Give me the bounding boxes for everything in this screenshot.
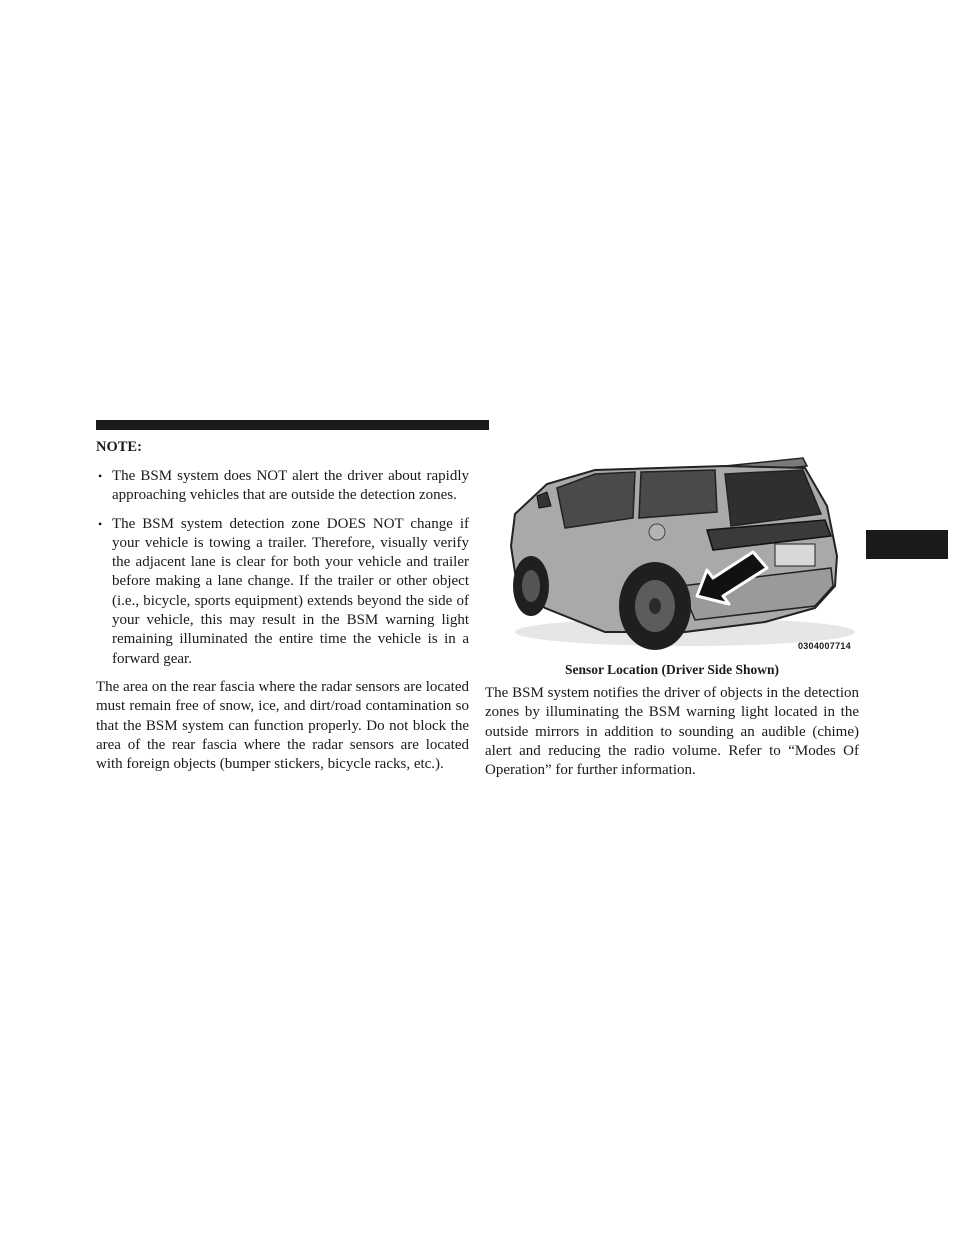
rear-fascia-paragraph: The area on the rear fascia where the radar sensors are located must remain free of snow, ice, and dirt/road contamination so that the BSM system can function properly. Do not block the area of the rear fascia where the radar sensors are located with foreign objects (bumper stickers, bicycle racks, etc.). bbox=[96, 678, 469, 773]
chapter-thumb-tab bbox=[866, 530, 948, 559]
vehicle-rear-illustration bbox=[485, 436, 859, 660]
sensor-location-figure bbox=[485, 436, 859, 660]
section-rule-bar bbox=[96, 420, 489, 430]
bullet-icon: • bbox=[98, 516, 103, 531]
bullet-icon: • bbox=[98, 469, 103, 483]
note-bullet-text: The BSM system does NOT alert the driver about rapidly approaching vehicles that are outside the detection zones. bbox=[112, 468, 469, 504]
left-column bbox=[96, 438, 469, 774]
note-bullet-item bbox=[96, 515, 469, 669]
note-bullet-list bbox=[96, 467, 469, 669]
figure-caption: Sensor Location (Driver Side Shown) bbox=[564, 662, 780, 677]
bsm-notification-paragraph: The BSM system notifies the driver of objects in the detection zones by illuminating the BSM warning light located in the outside mirrors in addition to sounding an audible (chime) alert and reducing the radio volume. Refer to “Modes Of Operation” for further information. bbox=[485, 685, 859, 779]
figure-code: 0304007714 bbox=[797, 641, 851, 651]
right-column bbox=[485, 436, 859, 780]
note-label: NOTE: bbox=[96, 439, 142, 455]
note-bullet-text: The BSM system detection zone DOES NOT change if your vehicle is towing a trailer. Therefore, visually verify the adjacent lane is clear for both your vehicle and trailer before making a lane change. If the trailer or other object (i.e., bicycle, sports equipment) extends beyond the side of your vehicle, this may result in the BSM warning light remaining illuminated the entire time the vehicle is in a forward gear. bbox=[112, 515, 469, 667]
note-bullet-item bbox=[96, 467, 469, 506]
